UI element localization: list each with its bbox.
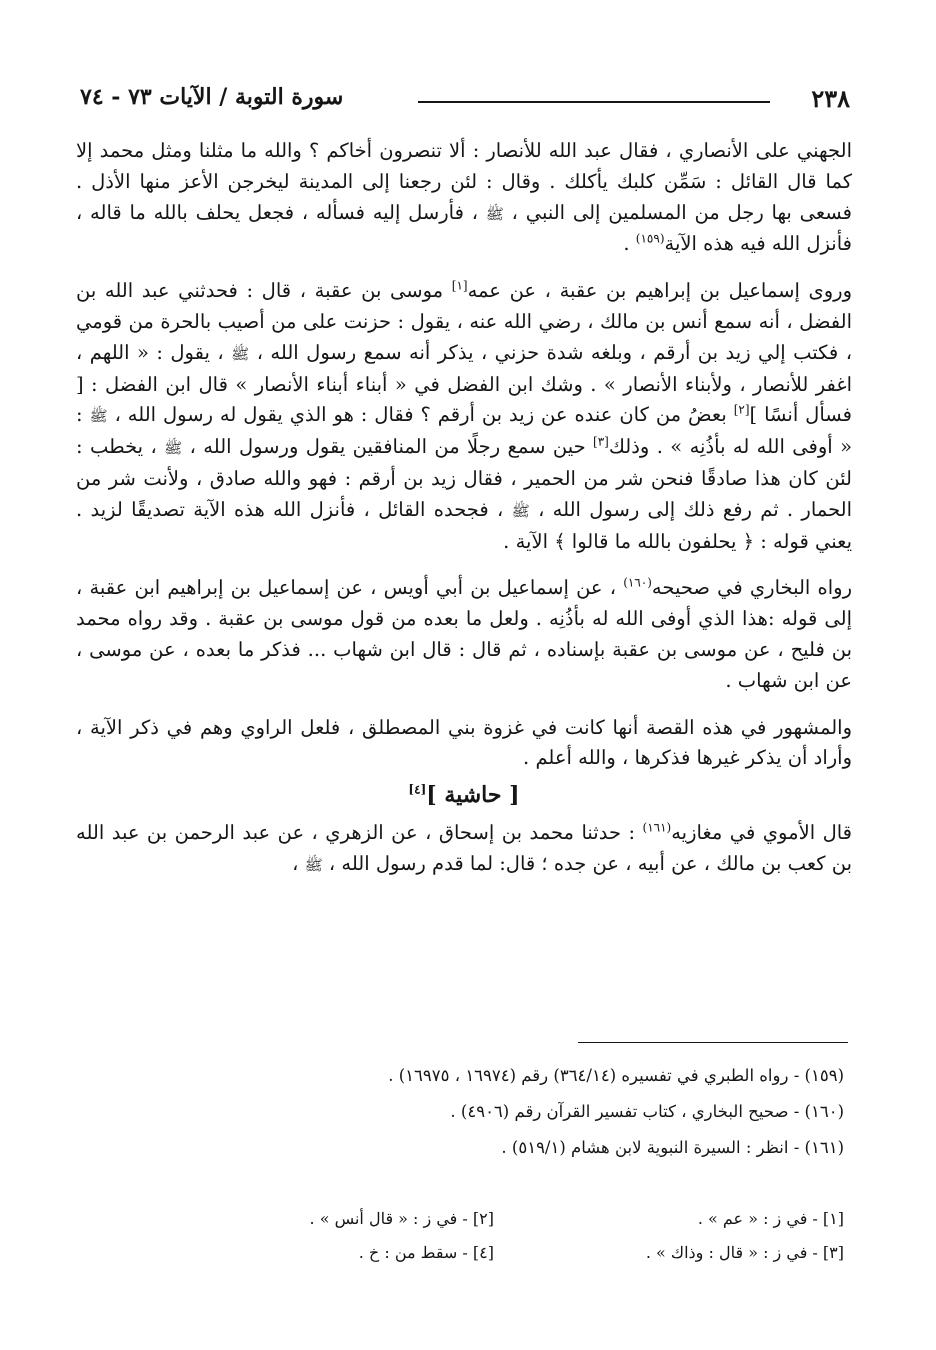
main-text — [76, 136, 852, 881]
variant-note: [٢] - في ز : « قال أنس » . — [309, 1209, 494, 1228]
paragraph-gap — [76, 557, 852, 573]
text-run: قال الأموي في مغازيه — [671, 821, 853, 845]
text-run: ، — [292, 851, 299, 875]
paragraph-gap — [76, 260, 852, 276]
footnote-item: (١٦١) - انظر : السيرة النبوية لابن هشام (٥١٩/١) . — [501, 1138, 844, 1157]
footnote-item: (١٥٩) - رواه الطبري في تفسيره (٣٦٤/١٤) رقم (١٦٩٧٤ ، ١٦٩٧٥) . — [388, 1066, 844, 1085]
note-ref: [٣] — [593, 434, 609, 449]
section-heading — [76, 782, 852, 808]
text-run: ، يقول : « اللهم ، اغفر للأنصار ، ولأبناء الأنصار » . وشك ابن الفضل في « أبناء أبناء الأنصار » قال ابن الفضل : [ فسأل أنسًا ] — [76, 340, 853, 427]
footnote-divider — [578, 1042, 848, 1043]
paragraph-2 — [76, 276, 852, 557]
text-run: موسى بن عقبة ، قال : فحدثني عبد الله بن الفضل ، أنه سمع أنس بن مالك ، رضي الله عنه ، يقول : حزنت على من أصيب بالحرة من قومي ، فكتب إلي زيد بن أرقم ، وبلغه شدة حزني ، يذكر أنه سمع رسول الله ، — [76, 279, 852, 364]
variant-note: [٣] - في ز : « قال : وذاك » . — [645, 1243, 844, 1262]
salla-ligature: ﷺ — [485, 204, 504, 223]
page-header — [80, 84, 850, 120]
footnotes — [144, 1058, 844, 1166]
variant-notes — [184, 1204, 844, 1268]
paragraph-3 — [76, 573, 852, 696]
salla-ligature: ﷺ — [231, 344, 250, 363]
variant-note: [١] - في ز : « عم » . — [697, 1209, 844, 1228]
page-number: ٢٣٨ — [811, 84, 850, 113]
paragraph-4: والمشهور في هذه القصة أنها كانت في غزوة بني المصطلق ، فلعل الراوي وهم في ذكر الآية ، وأراد أن يذكر غيرها فذكرها ، والله أعلم . — [76, 715, 852, 770]
text-run: رواه البخاري في صحيحه — [651, 576, 852, 600]
note-ref: [٤] — [408, 782, 427, 797]
text-run: بعضُ من كان عنده عن زيد بن أرقم ؟ فقال : هو الذي يقول له رسول الله ، — [114, 403, 727, 427]
paragraph-5 — [76, 818, 852, 881]
text-run: حين سمع رجلًا من المنافقين يقول ورسول الله ، — [189, 435, 586, 459]
note-ref: [٢] — [733, 402, 750, 417]
heading-text: [ حاشية ] — [426, 782, 520, 809]
footnote-ref: (١٥٩) — [635, 231, 665, 246]
variant-note: [٤] - سقط من : خ . — [358, 1243, 494, 1262]
salla-ligature: ﷺ — [304, 855, 323, 874]
paragraph-1 — [76, 136, 852, 260]
text-run: الجهني على الأنصاري ، فقال عبد الله للأنصار : ألا تنصرون أخاكم ؟ والله ما مثلنا ومثل محمد إلا كما قال القائل : سَمِّن كلبك يأكلك . وقال : لئن رجعنا إلى المدينة ليخرجن الأعز منها الأذل . فسعى بها رجل من المسلمين إلى النبي ، — [76, 139, 852, 224]
text-run: وروى إسماعيل بن إبراهيم بن عقبة ، عن عمه — [467, 279, 853, 303]
text-run: ، فجحده القائل ، فأنزل الله هذه الآية تصديقًا لزيد . يعني قوله : ﴿ يحلفون بالله ما قالوا ﴾ الآية . — [76, 497, 852, 553]
text-run: : حدثنا محمد بن إسحاق ، عن الزهري ، عن عبد الرحمن بن عبد الله بن كعب بن مالك ، عن أبيه ، عن جده ؛ قال: لما قدم رسول الله ، — [76, 821, 852, 875]
running-title: سورة التوبة / الآيات ٧٣ - ٧٤ — [80, 84, 344, 110]
text-run: : « أوفى الله له بأذُنِه » . وذلك — [76, 403, 852, 459]
header-rule — [418, 101, 770, 103]
note-ref: [١] — [451, 278, 468, 293]
paragraph-gap — [76, 697, 852, 713]
salla-ligature: ﷺ — [89, 407, 108, 426]
text-run: . — [623, 232, 630, 256]
footnote-ref: (١٦١) — [642, 820, 672, 835]
text-run: ، فأرسل إليه فسأله ، فجعل يحلف بالله ما قاله ، فأنزل الله فيه هذه الآية — [76, 200, 852, 256]
footnote-item: (١٦٠) - صحيح البخاري ، كتاب تفسير القرآن رقم (٤٩٠٦) . — [450, 1102, 844, 1121]
text-run: ، يخطب : لئن كان هذا صادقًا فنحن شر من الحمير ، فقال زيد بن أرقم : فهو والله صادق ، ولأنت شر من الحمار . ثم رفع ذلك إلى رسول الله ، — [76, 435, 853, 521]
footnote-ref: (١٦٠) — [623, 575, 652, 590]
salla-ligature: ﷺ — [511, 501, 530, 520]
text-run: ، عن إسماعيل بن أبي أويس ، عن إسماعيل بن إبراهيم ابن عقبة ، إلى قوله :هذا الذي أوفى الله له بأذُنِه . ولعل ما بعده من قول موسى بن عقبة . وقد رواه محمد بن فليح ، عن موسى بن عقبة بإسناده ، ثم قال : قال ابن شهاب ... فذكر ما بعده ، عن موسى ، عن ابن شهاب . — [76, 576, 852, 692]
salla-ligature: ﷺ — [164, 439, 183, 458]
